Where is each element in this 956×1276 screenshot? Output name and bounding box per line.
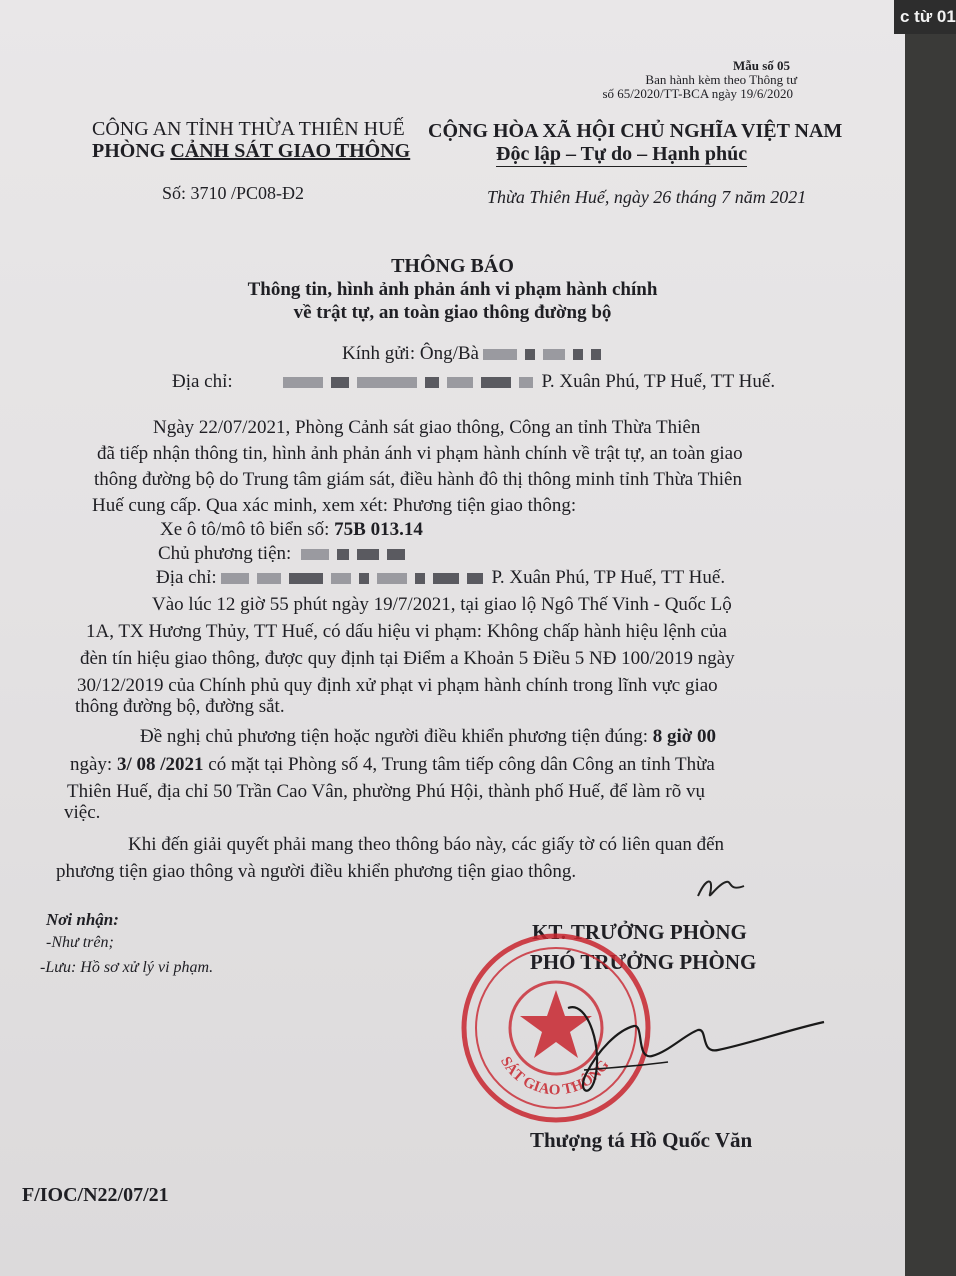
recipient-item: -Lưu: Hồ sơ xử lý vi phạm. <box>40 959 214 976</box>
initials-mark <box>692 870 752 904</box>
document-title: THÔNG BÁO <box>391 255 514 277</box>
paragraph1-line2: đã tiếp nhận thông tin, hình ảnh phản ánh vi phạm hành chính về trật tự, an toàn giao <box>97 443 743 464</box>
owner-address-line: Địa chỉ: P. Xuân Phú, TP Huế, TT Huế. <box>156 567 726 588</box>
handwritten-signature <box>548 990 838 1110</box>
appointment-time: 8 giờ 00 <box>652 726 717 747</box>
seal-text: SÁT GIAO THÔNG <box>497 1054 613 1099</box>
reference-code: F/IOC/N22/07/21 <box>22 1184 169 1206</box>
paragraph1-line1: Ngày 22/07/2021, Phòng Cảnh sát giao thông, Công an tỉnh Thừa Thiên <box>153 417 701 438</box>
paragraph4-line2: phương tiện giao thông và người điều khiển phương tiện giao thông. <box>56 861 577 882</box>
license-plate-value: 75B 013.14 <box>334 519 423 540</box>
signature-title-line2: PHÓ TRƯỞNG PHÒNG <box>530 950 757 974</box>
paragraph3-line3: Thiên Huế, địa chỉ 50 Trần Cao Vân, phường Phú Hội, thành phố Huế, để làm rõ vụ <box>67 781 705 802</box>
background-window-tab: c từ 01 <box>894 0 956 34</box>
owner-line: Chủ phương tiện: <box>158 543 409 565</box>
document-number: Số: 3710 /PC08-Đ2 <box>162 183 305 203</box>
license-plate-line: Xe ô tô/mô tô biển số: 75B 013.14 <box>160 519 423 540</box>
paragraph1-line4: Huế cung cấp. Qua xác minh, xem xét: Phương tiện giao thông: <box>92 495 577 516</box>
paragraph1-line3: thông đường bộ do Trung tâm giám sát, điều hành đô thị thông minh tỉnh Thừa Thiên <box>94 469 742 490</box>
addressee-address: Địa chỉ: P. Xuân Phú, TP Huế, TT Huế. <box>172 371 776 392</box>
national-title: CỘNG HÒA XÃ HỘI CHỦ NGHĨA VIỆT NAM <box>428 120 843 142</box>
recipients-title: Nơi nhận: <box>46 910 119 929</box>
form-issued-line2: số 65/2020/TT-BCA ngày 19/6/2020 <box>602 86 793 101</box>
national-motto: Độc lập – Tự do – Hạnh phúc <box>496 143 748 165</box>
paragraph2-line4: 30/12/2019 của Chính phủ quy định xử phạt vi phạm hành chính trong lĩnh vực giao <box>77 675 718 696</box>
paragraph3-line2: ngày: 3/ 08 /2021 có mặt tại Phòng số 4, Trung tâm tiếp công dân Công an tỉnh Thừa <box>70 754 715 775</box>
document-subtitle-line1: Thông tin, hình ảnh phản ánh vi phạm hành chính <box>247 279 658 300</box>
paragraph4-line1: Khi đến giải quyết phải mang theo thông báo này, các giấy tờ có liên quan đến <box>128 834 725 855</box>
paragraph2-line3: đèn tín hiệu giao thông, được quy định tại Điểm a Khoản 5 Điều 5 NĐ 100/2019 ngày <box>80 648 735 669</box>
appointment-date: 3/ 08 /2021 <box>116 754 204 775</box>
paragraph3-line4: việc. <box>64 802 101 823</box>
paragraph3-line1: Đề nghị chủ phương tiện hoặc người điều khiển phương tiện đúng: 8 giờ 00 <box>140 726 717 747</box>
form-issued-line1: Ban hành kèm theo Thông tư <box>645 72 797 87</box>
department-name: PHÒNG CẢNH SÁT GIAO THÔNG <box>92 140 411 162</box>
salutation: Kính gửi: Ông/Bà <box>342 343 605 365</box>
signature-title-line1: KT. TRƯỞNG PHÒNG <box>532 920 747 944</box>
place-date: Thừa Thiên Huế, ngày 26 tháng 7 năm 2021 <box>487 187 807 207</box>
paragraph2-line2: 1A, TX Hương Thủy, TT Huế, có dấu hiệu vi phạm: Không chấp hành hiệu lệnh của <box>86 621 727 642</box>
agency-name: CÔNG AN TỈNH THỪA THIÊN HUẾ <box>92 118 405 140</box>
paragraph2-line1: Vào lúc 12 giờ 55 phút ngày 19/7/2021, tại giao lộ Ngô Thế Vinh - Quốc Lộ <box>152 594 732 615</box>
form-number: Mẫu số 05 <box>732 58 790 73</box>
document-subtitle-line2: về trật tự, an toàn giao thông đường bộ <box>293 302 612 323</box>
paragraph2-line5: thông đường bộ, đường sắt. <box>75 696 285 717</box>
signer-name: Thượng tá Hồ Quốc Văn <box>530 1128 753 1152</box>
recipient-item: -Như trên; <box>46 934 114 951</box>
